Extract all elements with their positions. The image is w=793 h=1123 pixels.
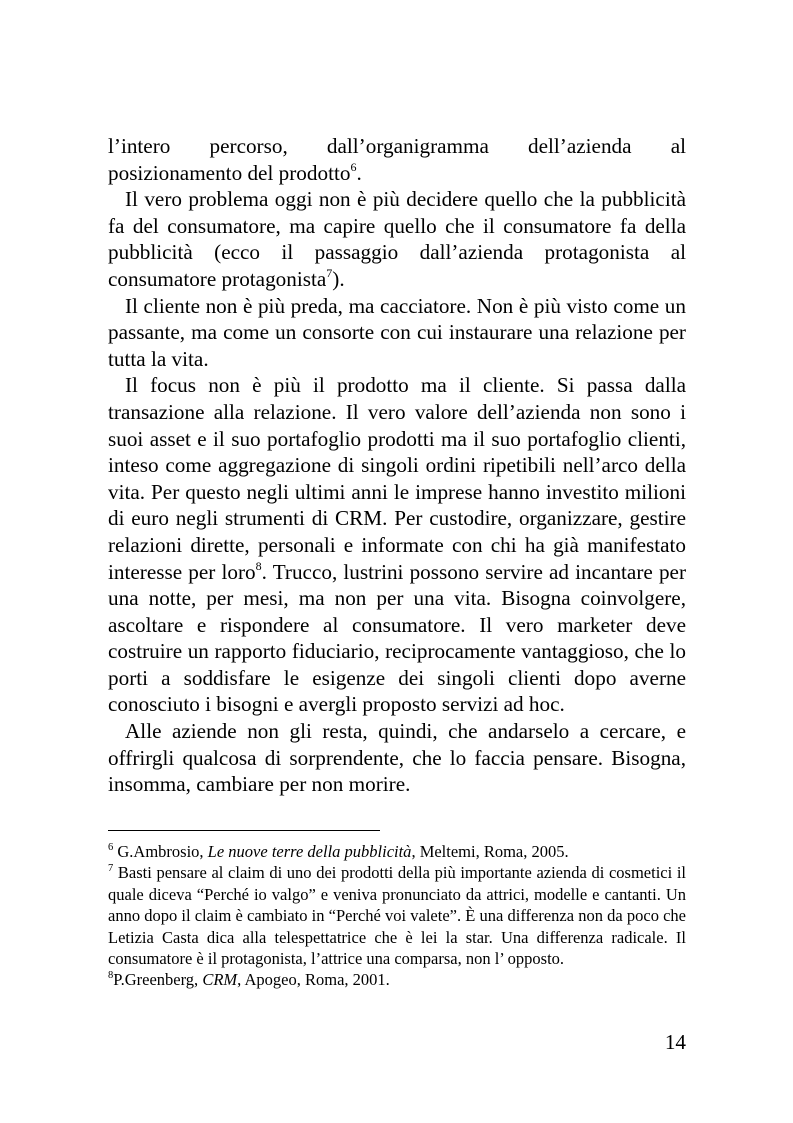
footnote-ref-6[interactable]: 6 xyxy=(350,159,357,174)
footnote-ref-8[interactable]: 8 xyxy=(255,558,262,573)
paragraph xyxy=(108,186,686,292)
paragraph-text: l’intero percorso, dall’organigramma dell’azienda al posizionamento del prodotto xyxy=(108,134,686,185)
paragraph-text: Il vero problema oggi non è più decidere quello che la pubblicità fa del consumatore, ma capire quello che il consumatore fa della pubblicità (ecco il passaggio dall’azienda protagonista al consumatore protagonista xyxy=(108,187,686,291)
footnote-separator xyxy=(108,830,380,831)
paragraph xyxy=(108,293,686,373)
footnote-number: 8 xyxy=(108,970,114,982)
main-text xyxy=(108,133,686,798)
paragraph-continued xyxy=(108,133,686,186)
paragraph xyxy=(108,718,686,798)
footnote-text: Basti pensare al claim di uno dei prodotti della più importante azienda di cosmetici il quale diceva “Perché io valgo” e veniva pronunciato da attrici, modelle e cantanti. Un anno dopo il claim è cambiato in “Perché voi valete”. È una differenza non da poco che Letizia Casta dica alla telespettatrice che è lei la star. Una differenza radicale. Il consumatore è il protagonista, l’attrice una comparsa, non l’ opposto. xyxy=(108,863,686,969)
footnote-citation: , Apogeo, Roma, 2001. xyxy=(237,970,390,990)
footnote-title: CRM xyxy=(202,970,238,990)
paragraph-tail: . xyxy=(356,160,362,185)
paragraph-text: Alle aziende non gli resta, quindi, che andarselo a cercare, e offrirgli qualcosa di sorprendente, che lo faccia pensare. Bisogna, insomma, cambiare per non morire. xyxy=(108,719,686,797)
paragraph xyxy=(108,372,686,718)
footnote-author: P.Greenberg, xyxy=(113,970,203,990)
footnote-citation: , Meltemi, Roma, 2005. xyxy=(411,842,569,861)
footnote-number: 7 xyxy=(108,863,114,875)
footnote-8 xyxy=(108,969,686,990)
footnote-number: 6 xyxy=(108,842,114,853)
footnote-6 xyxy=(108,841,686,862)
footnote-author: G.Ambrosio, xyxy=(113,842,208,861)
footnote-ref-7[interactable]: 7 xyxy=(326,265,333,280)
footnote-title: Le nuove terre della pubblicità xyxy=(207,842,412,861)
footnotes xyxy=(108,841,686,991)
paragraph-text: Il focus non è più il prodotto ma il cliente. Si passa dalla transazione alla relazione. Il vero valore dell’azienda non sono i suoi asset e il suo portafoglio prodotti ma il suo portafoglio clienti, inteso come aggregazione di singoli ordini ripetibili nell’arco della vita. Per questo negli ultimi anni le imprese hanno investito milioni di euro negli strumenti di CRM. Per custodire, organizzare, gestire relazioni dirette, personali e informate con chi ha già manifestato interesse per loro xyxy=(108,373,686,584)
footnote-7 xyxy=(108,862,686,969)
paragraph-text: Il cliente non è più preda, ma cacciatore. Non è più visto come un passante, ma come un consorte con cui instaurare una relazione per tutta la vita. xyxy=(108,293,686,371)
paragraph-text: . Trucco, lustrini possono servire ad incantare per una notte, per mesi, ma non per una vita. Bisogna coinvolgere, ascoltare e rispondere al consumatore. Il vero marketer deve costruire un rapporto fiduciario, reciprocamente vantaggioso, che lo porti a soddisfare le esigenze dei singoli clienti dopo averne conosciuto i bisogni e avergli proposto servizi ad hoc. xyxy=(108,559,686,717)
page-number: 14 xyxy=(664,1030,686,1054)
paragraph-tail: ). xyxy=(332,266,345,291)
